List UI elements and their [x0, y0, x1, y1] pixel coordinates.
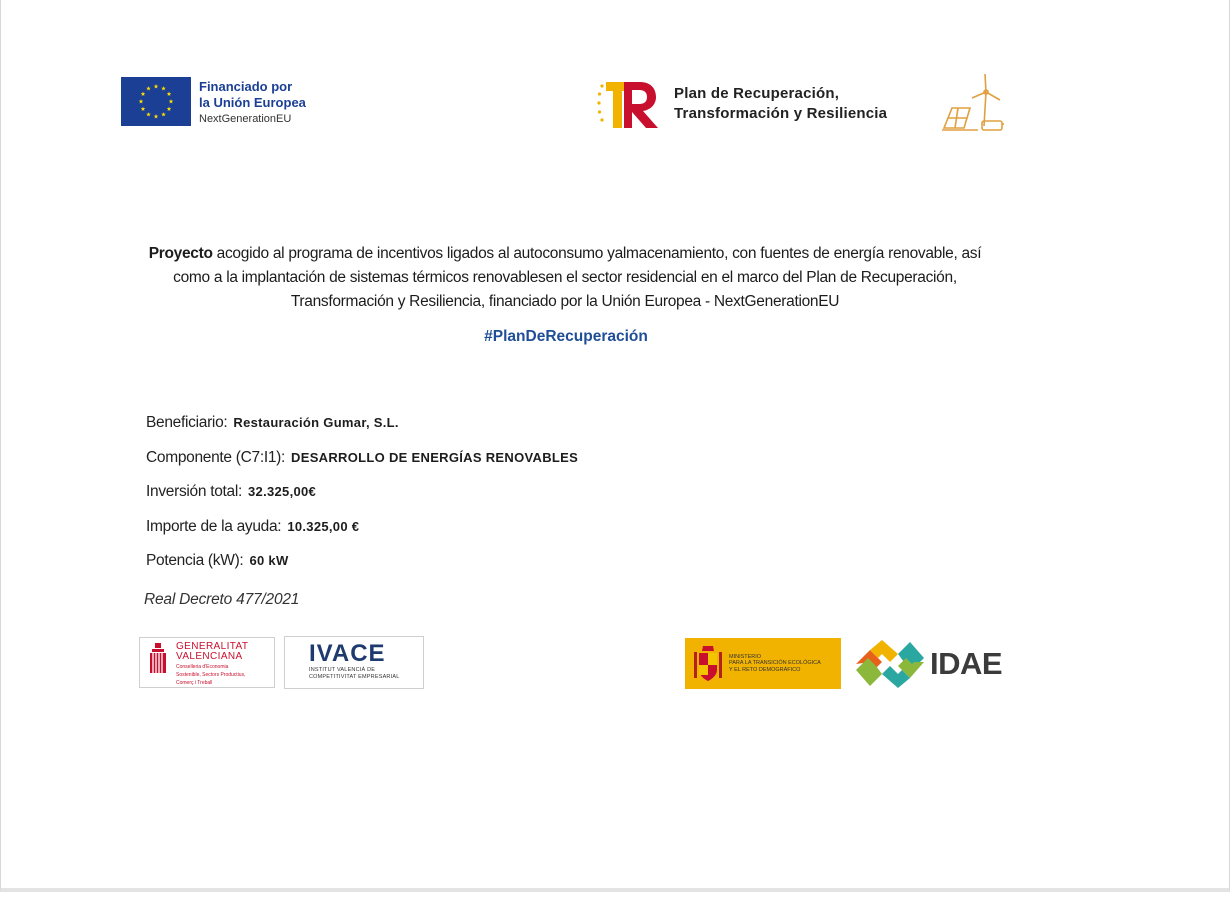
recovery-plan-line2: Transformación y Resiliencia [674, 105, 888, 122]
field-label: Beneficiario: [146, 414, 228, 431]
field-label: Inversión total: [146, 483, 243, 500]
field-label: Componente (C7:I1): [146, 448, 286, 466]
generalitat-sub-line2: Sostenible, Sectors Productius, [176, 672, 246, 678]
generalitat-name-line2: VALENCIANA [176, 651, 243, 662]
eu-flag-icon [121, 77, 191, 126]
field-value: Restauración Gumar, S.L. [233, 415, 399, 430]
recovery-plan-tr-icon [596, 76, 660, 132]
ivace-sub-line2: COMPETITIVITAT EMPRESARIAL [309, 674, 400, 680]
field-total-investment [146, 483, 578, 518]
field-label: Potencia (kW): [146, 552, 244, 569]
recovery-plan-line1: Plan de Recuperación, [674, 85, 840, 102]
ministerio-line3: Y EL RETO DEMOGRÁFICO [729, 666, 801, 673]
solar-wind-energy-icon [938, 70, 1006, 136]
field-value: 10.325,00 € [287, 518, 360, 534]
field-value: 60 kW [249, 553, 289, 568]
ministerio-transicion-ecologica-logo [685, 638, 841, 689]
eu-funding-logo [121, 77, 306, 127]
generalitat-sub-line3: Comerç i Treball [176, 680, 213, 686]
project-label: Proyecto [148, 245, 213, 262]
project-details [146, 414, 578, 587]
field-power [146, 552, 578, 587]
recovery-plan-logo [596, 76, 887, 132]
idae-name: IDAE [930, 646, 1003, 681]
eu-logo-line2: la Unión Europea [199, 95, 306, 110]
ivace-sub-line1: INSTITUT VALENCIÀ DE [309, 667, 376, 673]
idae-mark-icon [852, 638, 928, 690]
ministerio-line1: MINISTERIO [729, 653, 762, 660]
project-description-text: acogido al programa de incentivos ligados al autoconsumo yalmacenamiento, con fuentes de energía renovable, así como a la implantación de sistemas térmicos renovablesen el sector residencial en el marco del Plan de Recuperación, Transformación y Resiliencia, financiado por la Unión Europea - NextGenerationEU [173, 245, 982, 310]
field-value: 32.325,00€ [248, 484, 317, 499]
generalitat-coat-of-arms-icon [146, 642, 170, 678]
field-aid-amount [146, 518, 578, 553]
project-description [130, 242, 1000, 314]
generalitat-sub-line1: Conselleria d'Economia [176, 664, 229, 670]
hashtag: #PlanDeRecuperación [484, 328, 648, 345]
idae-logo [852, 638, 1002, 690]
eu-logo-line3: NextGenerationEU [199, 113, 292, 125]
field-label: Importe de la ayuda: [146, 517, 282, 535]
ivace-name: IVACE [309, 640, 386, 667]
generalitat-valenciana-logo [139, 637, 275, 688]
ministerio-line2: PARA LA TRANSICIÓN ECOLÓGICA [729, 660, 821, 667]
spain-coat-of-arms-icon [693, 644, 723, 684]
field-component [146, 449, 578, 484]
field-value: DESARROLLO DE ENERGÍAS RENOVABLES [291, 449, 579, 465]
ivace-logo [284, 636, 424, 689]
eu-logo-line1: Financiado por [199, 79, 293, 94]
field-beneficiary [146, 414, 578, 449]
royal-decree: Real Decreto 477/2021 [144, 591, 300, 608]
generalitat-name-line1: GENERALITAT [176, 641, 249, 652]
